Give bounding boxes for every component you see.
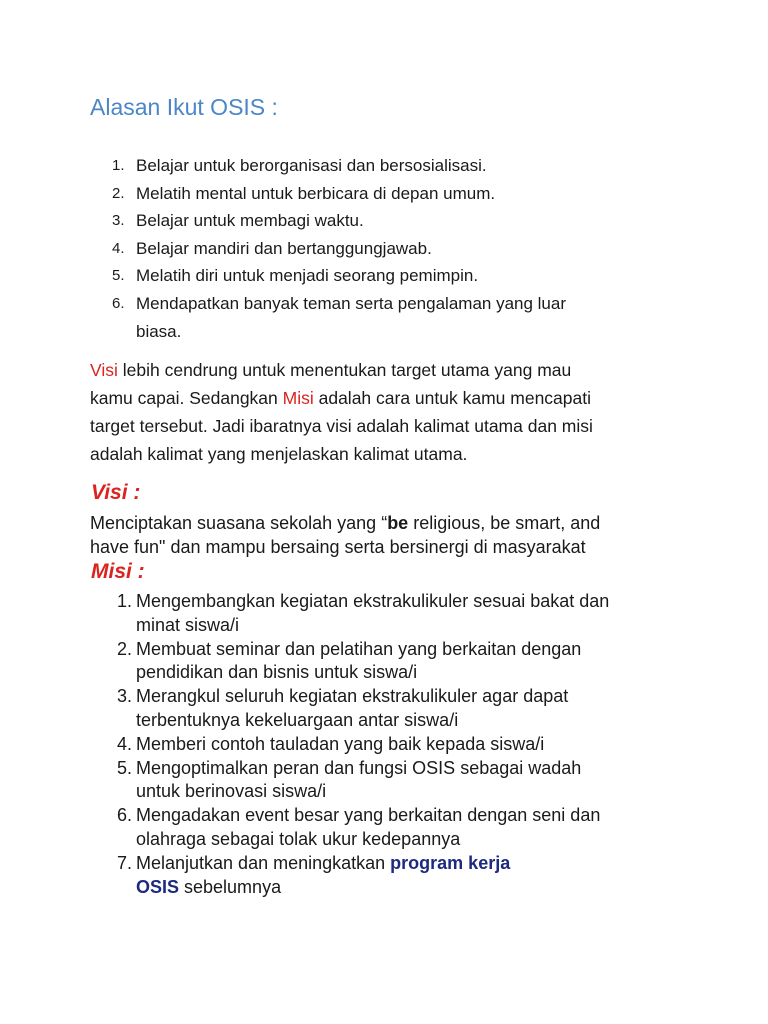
item-text <box>136 876 281 900</box>
item-text-part: Melanjutkan dan meningkatkan <box>136 852 391 873</box>
item-text-part: sebelumnya <box>179 876 282 897</box>
item-text: Belajar untuk membagi waktu. <box>136 211 364 231</box>
intro-text: adalah cara untuk kamu mencapati <box>313 388 591 408</box>
page-title: Alasan Ikut OSIS : <box>90 94 278 120</box>
item-number: 4. <box>117 733 133 754</box>
item-number: 2. <box>112 184 125 202</box>
visi-text-part: Menciptakan suasana sekolah yang “ <box>90 513 388 533</box>
visi-word: Visi <box>90 360 118 380</box>
item-text: Mendapatkan banyak teman serta pengalaman yang luar <box>136 293 567 313</box>
item-number: 4. <box>112 239 125 257</box>
item-text: Melatih diri untuk menjadi seorang pemimpin. <box>136 266 479 286</box>
item-text: minat siswa/i <box>136 614 240 635</box>
item-text: Belajar mandiri dan bertanggungjawab. <box>136 238 432 258</box>
visi-text <box>90 511 600 559</box>
osis-link[interactable]: OSIS <box>136 876 180 897</box>
item-text: olahraga sebagai tolak ukur kedepannya <box>136 828 461 849</box>
item-text: pendidikan dan bisnis untuk siswa/i <box>136 662 418 683</box>
item-text: Melatih mental untuk berbicara di depan umum. <box>136 183 496 203</box>
item-text: untuk berinovasi siswa/i <box>136 781 327 802</box>
visi-text-part: have fun" dan mampu bersaing serta bersinergi di masyarakat <box>90 537 586 557</box>
misi-word: Misi <box>282 388 314 408</box>
item-number: 7. <box>117 852 133 873</box>
item-text: Memberi contoh tauladan yang baik kepada siswa/i <box>136 733 545 754</box>
item-text: Mengoptimalkan peran dan fungsi OSIS sebagai wadah <box>136 757 582 778</box>
misi-heading: Misi : <box>91 560 145 583</box>
item-text: Merangkul seluruh kegiatan ekstrakulikuler agar dapat <box>136 686 569 707</box>
item-text: Belajar untuk berorganisasi dan bersosialisasi. <box>136 156 487 175</box>
item-text: terbentuknya kekeluargaan antar siswa/i <box>136 709 459 730</box>
visi-heading: Visi : <box>91 481 141 504</box>
item-text: Membuat seminar dan pelatihan yang berkaitan dengan <box>136 638 582 659</box>
intro-text: lebih cendrung untuk menentukan target utama yang mau <box>117 360 572 380</box>
item-number: 1. <box>112 157 125 174</box>
intro-paragraph <box>90 356 593 468</box>
item-text <box>136 852 510 876</box>
program-kerja-link[interactable]: program kerja <box>390 852 511 873</box>
item-number: 6. <box>117 805 133 826</box>
intro-text: target tersebut. Jadi ibaratnya visi adalah kalimat utama dan misi <box>90 416 593 436</box>
item-number: 5. <box>117 757 133 778</box>
visi-text-bold: be <box>387 513 409 533</box>
item-number: 3. <box>112 212 125 230</box>
item-number: 6. <box>112 294 125 312</box>
item-text: Mengembangkan kegiatan ekstrakulikuler sesuai bakat dan <box>136 591 610 611</box>
item-text: Mengadakan event besar yang berkaitan dengan seni dan <box>136 805 601 826</box>
item-number: 2. <box>117 638 133 659</box>
item-text: biasa. <box>136 321 182 341</box>
item-number: 5. <box>112 267 125 285</box>
item-number: 1. <box>117 591 133 611</box>
intro-text: kamu capai. Sedangkan <box>90 388 283 408</box>
visi-text-part: religious, be smart, and <box>408 513 601 533</box>
intro-text: adalah kalimat yang menjelaskan kalimat utama. <box>90 444 468 464</box>
item-number: 3. <box>117 686 133 707</box>
